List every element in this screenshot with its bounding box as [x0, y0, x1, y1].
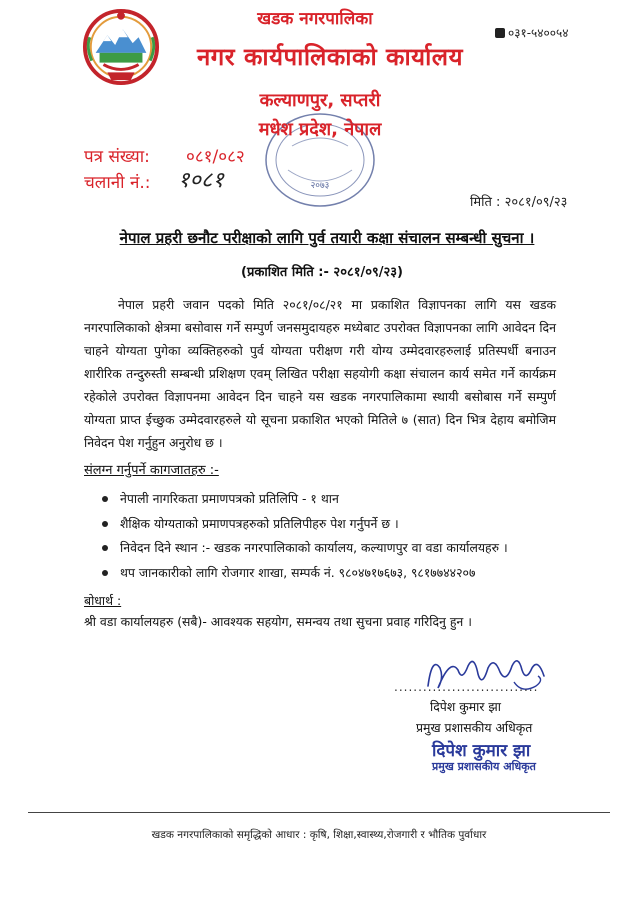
footer-divider	[28, 812, 610, 813]
cc-heading: बोधार्थ :	[84, 593, 122, 608]
notice-subject: नेपाल प्रहरी छनौट परीक्षाको लागि पुर्व तयारी कक्षा संचालन सम्बन्धी सुचना ।	[119, 229, 535, 247]
nepal-emblem-logo	[82, 8, 160, 86]
svg-text:२०७३: २०७३	[310, 181, 330, 191]
address-line2: मधेश प्रदेश, नेपाल	[258, 119, 382, 140]
attachments-heading: संलग्न गर्नुपर्ने कागजातहरु :-	[84, 463, 219, 478]
phone-number	[495, 24, 569, 41]
footer-motto: खडक नगरपालिकाको समृद्धिको आधार : कृषि, शिक्षा,स्वास्थ्य,रोजगारी र भौतिक पुर्वाधार	[151, 829, 487, 841]
notice-body-paragraph: नेपाल प्रहरी जवान पदको मिति २०८१/०८/२१ मा प्रकाशित विज्ञापनका लागि यस खडक नगरपालिकाको क्षेत्रमा बसोवास गर्ने सम्पुर्ण जनसमुदायहरु मध्येबाट उपरोक्त विज्ञापनका लागि आवेदन दिन चाहने योग्यता पुगेका व्यक्तिहरुको पुर्व योग्यता परीक्षण गरी योग्य उम्मेदवारहरुलाई प्रतिस्पर्धी बनाउन शारीरिक तन्दुरुस्ती सम्बन्धी प्रशिक्षण एवम् लिखित परीक्षा सहयोगी कक्षा संचालन कार्य समेत गर्ने कार्यक्रम रहेकोले उपरोक्त विज्ञापनमा आवेदन दिन चाहने यस खडक नगरपालिकामा स्थायी बसोबास गर्ने सम्पुर्ण योग्यता प्राप्त ईच्छुक उम्मेदवारहरुले यो सूचना प्रकाशित भएको मितिले ७ (सात) दिन भित्र देहाय बमोजिम निवेदन पेश गर्नुहुन अनुरोध छ ।	[84, 297, 556, 450]
signature-line: ..............................	[394, 680, 539, 694]
reference-number-label: पत्र संख्या:	[84, 147, 150, 167]
cc-text: श्री वडा कार्यालयहरु (सबै)- आवश्यक सहयोग, समन्वय तथा सुचना प्रवाह गरिदिनु हुन ।	[84, 614, 472, 629]
bullet-icon	[102, 570, 108, 576]
bullet-icon	[102, 521, 108, 527]
telephone-icon	[495, 28, 505, 38]
published-date: (प्रकाशित मिति :- २०८१/०९/२३)	[241, 265, 403, 280]
list-item: नेपाली नागरिकता प्रमाणपत्रको प्रतिलिपि - १ थान	[98, 488, 568, 512]
bullet-icon	[102, 496, 108, 502]
signer-stamp-title: प्रमुख प्रशासकीय अधिकृत	[432, 760, 536, 773]
office-title: नगर कार्यपालिकाको कार्यालय	[196, 43, 464, 71]
signer-name: दिपेश कुमार झा	[430, 699, 501, 714]
office-name: खडक नगरपालिका	[257, 9, 373, 29]
list-item: थप जानकारीको लागि रोजगार शाखा, सम्पर्क नं. ९८०४७१७६७३, ९८१७७४४२०७	[98, 562, 568, 586]
attachments-list	[98, 488, 568, 586]
signer-title: प्रमुख प्रशासकीय अधिकृत	[416, 720, 533, 735]
list-item: निवेदन दिने स्थान :- खडक नगरपालिकाको कार्यालय, कल्याणपुर वा वडा कार्यालयहरु ।	[98, 537, 568, 561]
signer-stamp-name: दिपेश कुमार झा	[432, 741, 531, 761]
dispatch-number-value: १०८१	[178, 168, 224, 193]
address-line1: कल्याणपुर, सप्तरी	[259, 90, 381, 111]
letter-date: मिति : २०८१/०९/२३	[470, 195, 568, 210]
phone-text: ०३१-५४००५४	[508, 26, 569, 40]
bullet-icon	[102, 545, 108, 551]
list-item: शैक्षिक योग्यताको प्रमाणपत्रहरुको प्रतिलिपीहरु पेश गर्नुपर्ने छ ।	[98, 513, 568, 537]
reference-number-value: ०८१/०८२	[186, 147, 245, 167]
dispatch-number-label: चलानी नं.:	[84, 173, 151, 193]
